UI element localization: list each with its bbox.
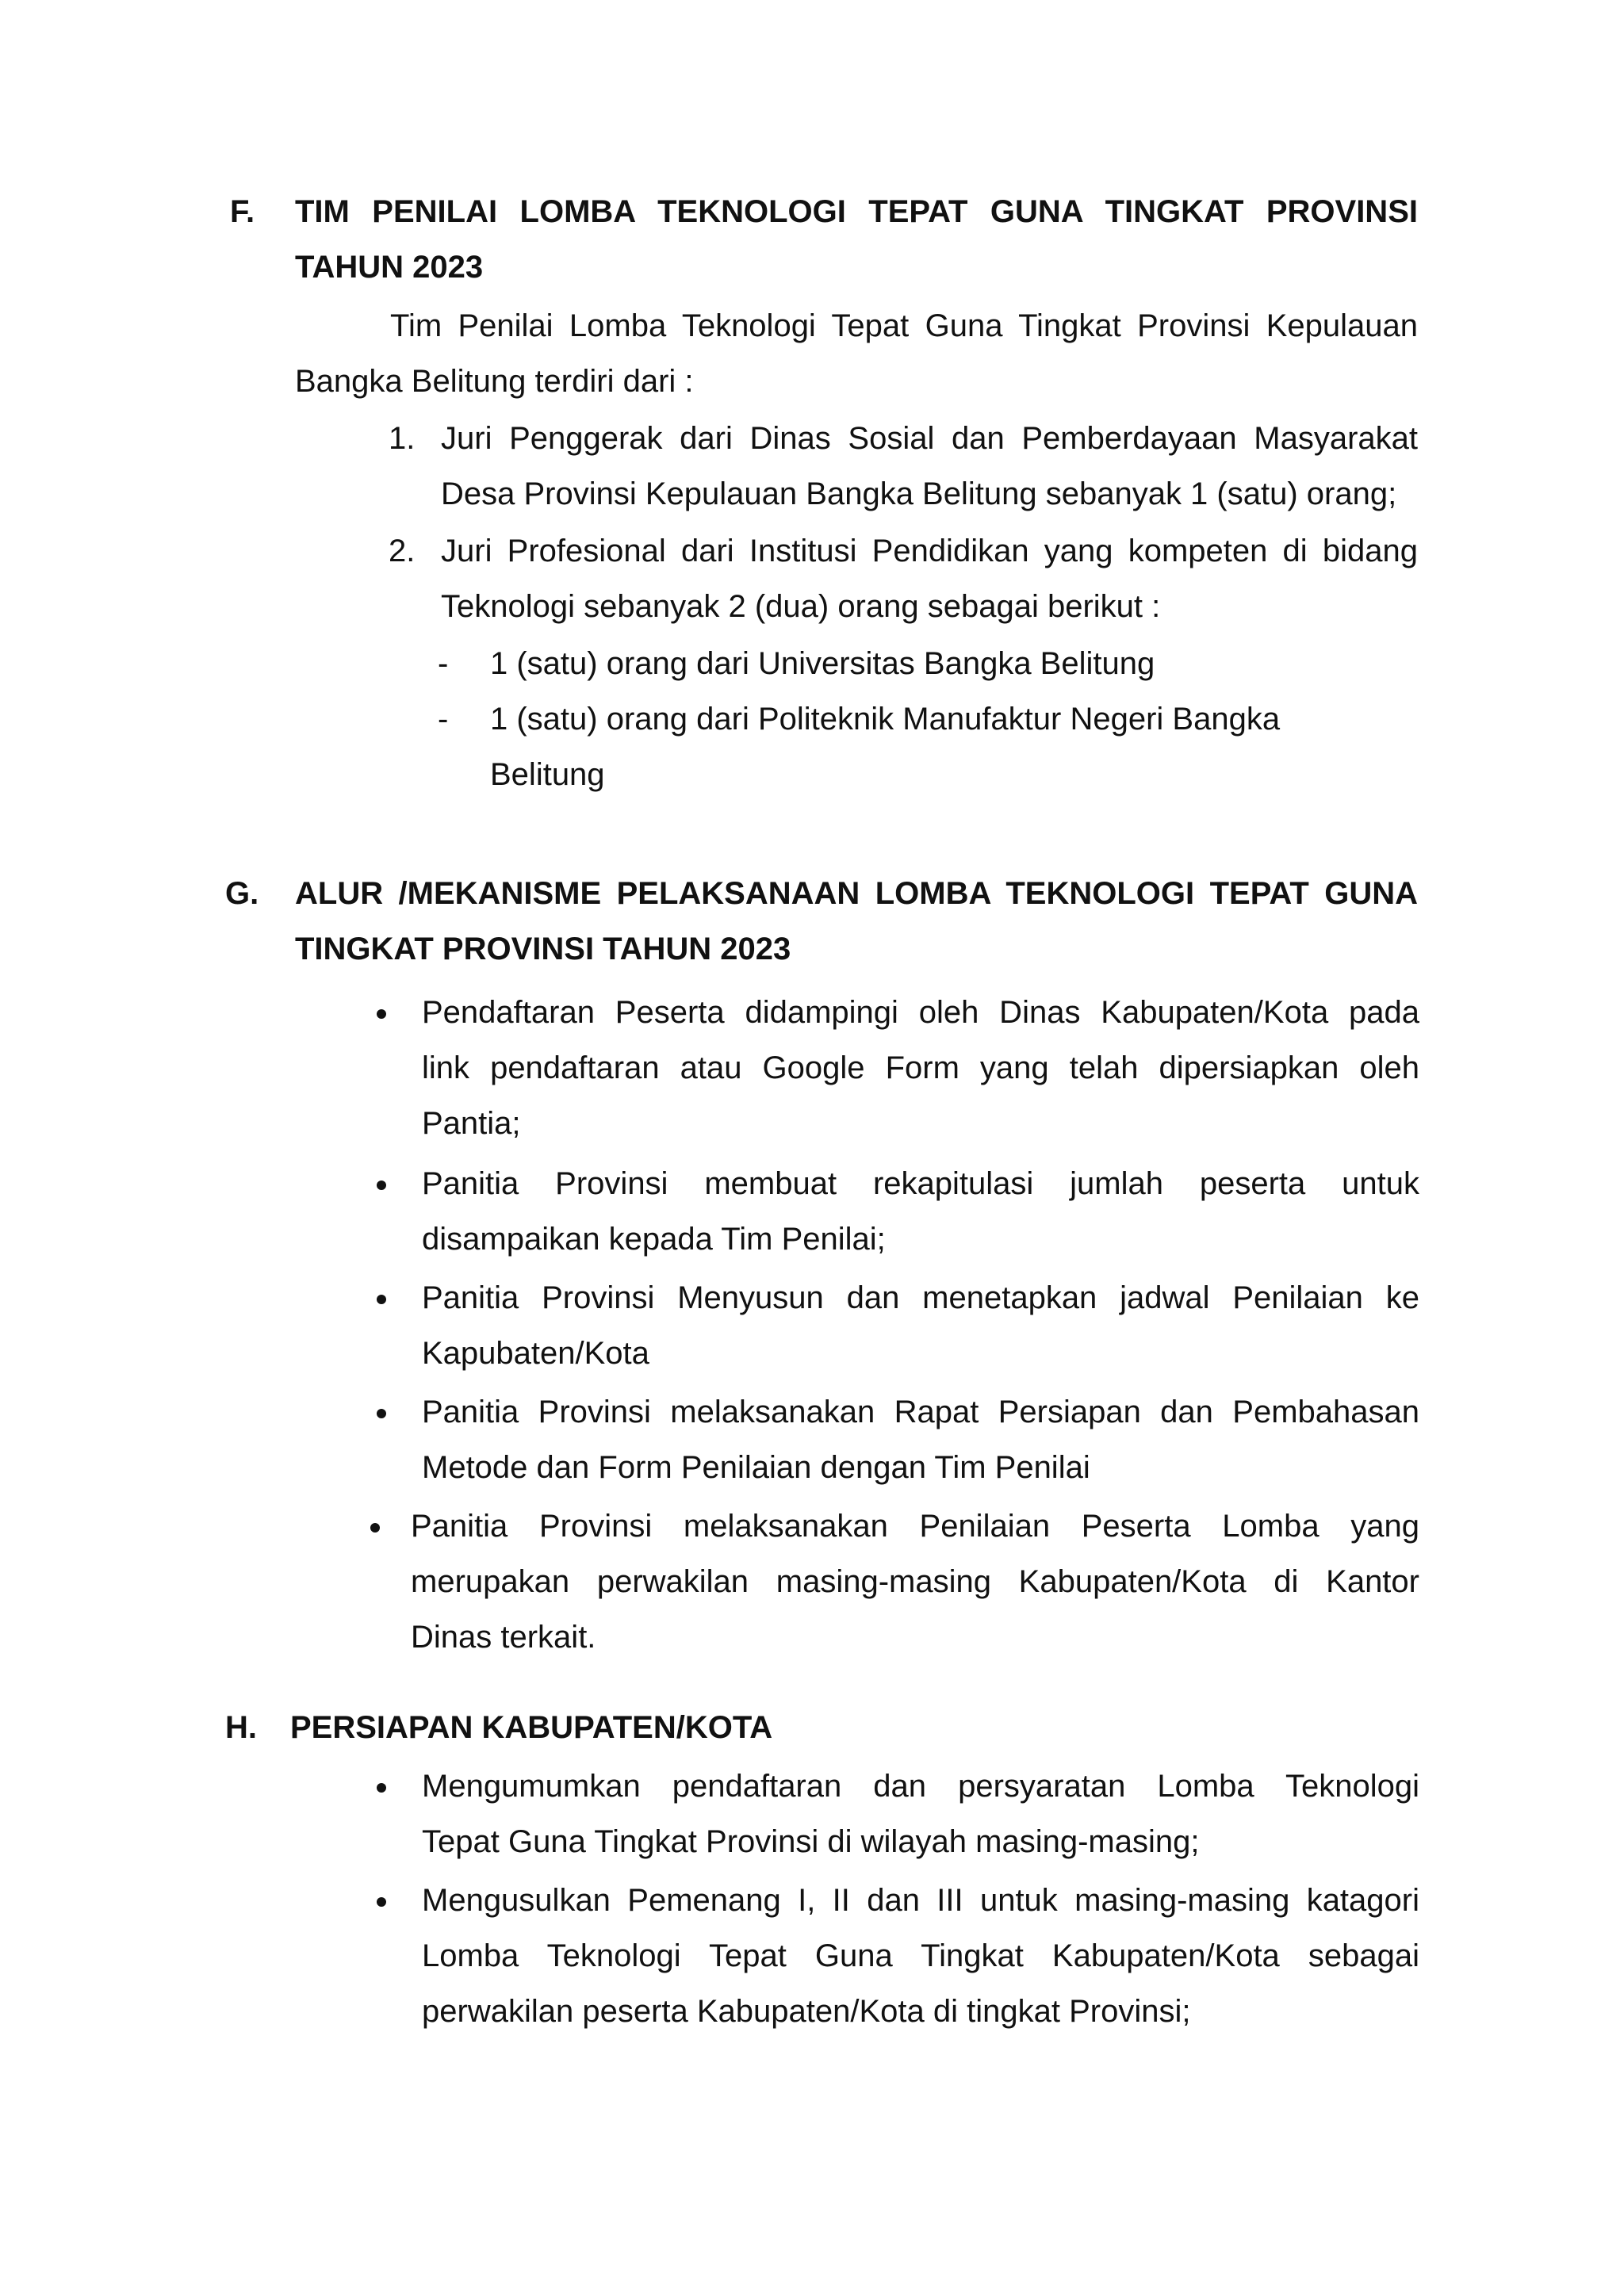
section-g-heading-line2: [0, 921, 1624, 977]
bullet-line: Pendaftaran Peserta didampingi oleh Dinas Kabupaten/Kota pada: [422, 995, 1419, 1030]
section-h: [0, 1700, 1624, 2029]
list-item-line: Juri Profesional dari Institusi Pendidikan yang kompeten di bidang: [441, 534, 1418, 568]
subitem-line: 1 (satu) orang dari Politeknik Manufaktur Negeri Bangka: [490, 702, 1281, 737]
list-item-marker: 1.: [389, 421, 416, 456]
bullet-icon: [377, 1783, 386, 1793]
section-g-letter: G.: [225, 876, 259, 911]
bullet-icon: [377, 1009, 386, 1019]
section-h-letter: H.: [225, 1710, 257, 1745]
section-f-heading: [0, 184, 1624, 239]
list-item-line: Desa Provinsi Kepulauan Bangka Belitung sebanyak 1 (satu) orang;: [441, 476, 1397, 511]
bullet-line: Lomba Teknologi Tepat Guna Tingkat Kabupaten/Kota sebagai: [422, 1938, 1419, 1973]
bullet-line: Dinas terkait.: [411, 1620, 596, 1655]
section-g-heading: [0, 866, 1624, 921]
bullet-icon: [370, 1523, 380, 1533]
section-f-title-line1: TIM PENILAI LOMBA TEKNOLOGI TEPAT GUNA TINGKAT PROVINSI: [295, 194, 1418, 229]
section-f-intro-line1: Tim Penilai Lomba Teknologi Tepat Guna Tingkat Provinsi Kepulauan: [390, 308, 1418, 343]
bullet-line: link pendaftaran atau Google Form yang telah dipersiapkan oleh: [422, 1050, 1419, 1085]
subitem-marker: -: [438, 646, 449, 681]
bullet-line: Tepat Guna Tingkat Provinsi di wilayah masing-masing;: [422, 1824, 1200, 1859]
section-f-intro-line2: Bangka Belitung terdiri dari :: [295, 364, 694, 399]
bullet-line: Kapubaten/Kota: [422, 1336, 649, 1371]
bullet-line: disampaikan kepada Tim Penilai;: [422, 1222, 886, 1257]
bullet-icon: [377, 1181, 386, 1190]
bullet-icon: [377, 1409, 386, 1418]
bullet-icon: [377, 1295, 386, 1304]
bullet-line: Metode dan Form Penilaian dengan Tim Penilai: [422, 1450, 1090, 1485]
bullet-line: Mengumumkan pendaftaran dan persyaratan Lomba Teknologi: [422, 1769, 1419, 1804]
section-f-heading-line2: [0, 239, 1624, 295]
list-item-marker: 2.: [389, 534, 416, 568]
subitem-marker: -: [438, 702, 449, 737]
list-item-line: Juri Penggerak dari Dinas Sosial dan Pemberdayaan Masyarakat: [441, 421, 1418, 456]
list-item-line: Teknologi sebanyak 2 (dua) orang sebagai berikut :: [441, 589, 1161, 624]
section-f-title-line2: TAHUN 2023: [295, 250, 484, 285]
section-f-letter: F.: [230, 194, 255, 229]
section-f: [0, 184, 1624, 792]
section-g: [0, 866, 1624, 1655]
bullet-line: Panitia Provinsi melaksanakan Rapat Persiapan dan Pembahasan: [422, 1395, 1419, 1429]
bullet-line: Panitia Provinsi Menyusun dan menetapkan jadwal Penilaian ke: [422, 1280, 1419, 1315]
bullet-line: Mengusulkan Pemenang I, II dan III untuk masing-masing katagori: [422, 1883, 1419, 1918]
section-h-title-line1: PERSIAPAN KABUPATEN/KOTA: [290, 1710, 773, 1745]
bullet-line: Pantia;: [422, 1106, 521, 1141]
subitem-line: 1 (satu) orang dari Universitas Bangka Belitung: [490, 646, 1155, 681]
section-g-title-line1: ALUR /MEKANISME PELAKSANAAN LOMBA TEKNOLOGI TEPAT GUNA: [295, 876, 1418, 911]
bullet-line: Panitia Provinsi membuat rekapitulasi jumlah peserta untuk: [422, 1166, 1419, 1201]
bullet-line: Panitia Provinsi melaksanakan Penilaian Peserta Lomba yang: [411, 1509, 1419, 1544]
subitem-line: Belitung: [490, 757, 605, 792]
bullet-icon: [377, 1897, 386, 1907]
bullet-line: perwakilan peserta Kabupaten/Kota di tingkat Provinsi;: [422, 1994, 1191, 2029]
section-h-heading: [0, 1700, 1624, 1755]
bullet-line: merupakan perwakilan masing-masing Kabupaten/Kota di Kantor: [411, 1564, 1419, 1599]
section-g-title-line2: TINGKAT PROVINSI TAHUN 2023: [295, 932, 791, 966]
